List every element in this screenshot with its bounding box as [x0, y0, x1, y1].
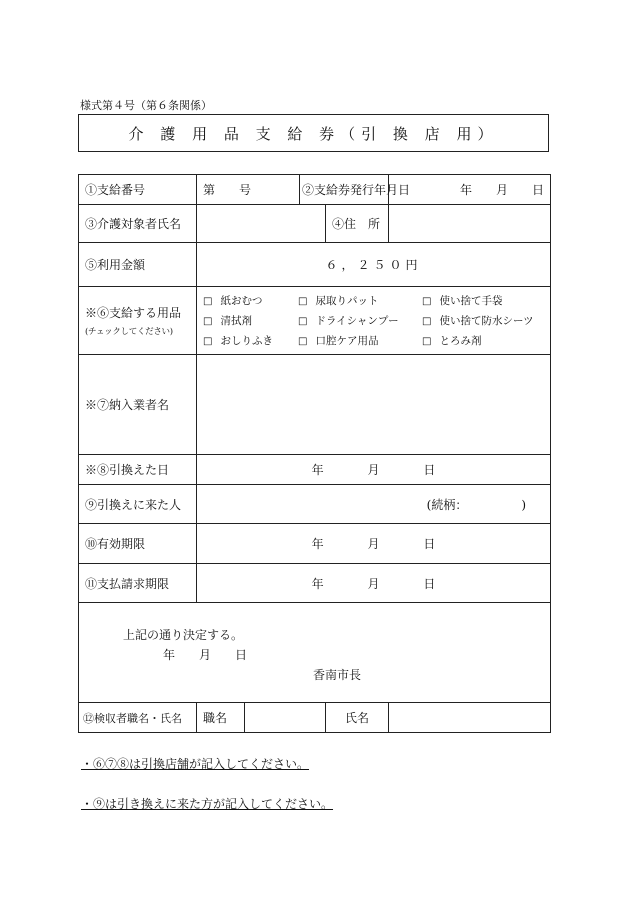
row-decision — [79, 603, 551, 703]
row-payment-deadline — [79, 564, 551, 603]
checkbox-icon[interactable]: □ — [203, 296, 213, 307]
row-exchange-date — [79, 455, 551, 485]
day-text: 日 — [423, 576, 436, 591]
item-checkbox-option[interactable] — [422, 333, 542, 348]
month-text: 月 — [367, 463, 380, 477]
item-label: 口腔ケア用品 — [315, 335, 379, 347]
items-label-cell — [79, 287, 197, 355]
form-title — [78, 114, 549, 152]
amount-label: ⑤利用金額 — [79, 243, 197, 287]
supply-number-field[interactable] — [197, 175, 300, 205]
item-label: おしりふき — [220, 335, 273, 347]
month-text: 月 — [367, 576, 380, 591]
checkbox-icon[interactable]: □ — [298, 336, 308, 347]
exchange-date-label: ※⑧引換えた日 — [79, 455, 197, 485]
items-sublabel: (チェックしてください) — [85, 327, 173, 337]
decision-statement: 上記の通り決定する。 — [123, 627, 244, 642]
address-label: ④住 所 — [326, 205, 389, 243]
checkbox-icon[interactable]: □ — [298, 296, 308, 307]
item-checkbox-option[interactable] — [422, 313, 542, 328]
item-checkbox-option[interactable] — [298, 313, 422, 328]
checkbox-icon[interactable]: □ — [203, 316, 213, 327]
supplier-field[interactable] — [197, 355, 551, 455]
issue-date-text: 年 月 日 — [460, 183, 545, 197]
item-label: とろみ剤 — [439, 335, 482, 347]
year-text: 年 — [311, 576, 324, 591]
inspector-title-label: 職名 — [197, 703, 245, 733]
item-checkbox-option[interactable] — [203, 293, 298, 308]
relation-text: (続柄： ) — [426, 497, 527, 512]
voucher-table — [78, 174, 551, 733]
item-checkbox-option[interactable] — [298, 333, 422, 348]
supply-number-text: 第 号 — [203, 183, 252, 197]
note-2-text: ・⑨は引き換えに来た方が記入してください。 — [81, 797, 334, 811]
inspector-label: ⑫検収者職名・氏名 — [79, 703, 197, 733]
items-grid — [203, 291, 544, 350]
note-1-text: ・⑥⑦⑧は引換店舗が記入してください。 — [81, 757, 310, 771]
item-label: 紙おむつ — [220, 295, 263, 307]
supply-number-label: ①支給番号 — [79, 175, 197, 205]
item-label: 使い捨て防水シーツ — [439, 315, 534, 327]
note-2 — [81, 795, 333, 812]
issue-date-label: ②支給券発行年月日 — [300, 175, 389, 205]
valid-period-field[interactable] — [197, 524, 551, 564]
row-items — [79, 287, 551, 355]
row-supplier — [79, 355, 551, 455]
decision-cell — [79, 603, 551, 703]
inspector-name-label: 氏名 — [326, 703, 389, 733]
valid-period-label: ⑩有効期限 — [79, 524, 197, 564]
item-checkbox-option[interactable] — [298, 293, 422, 308]
day-text: 日 — [423, 463, 436, 477]
row-exchanger — [79, 485, 551, 524]
form-number: 様式第４号（第６条関係） — [80, 99, 212, 112]
exchanger-label: ⑨引換えに来た人 — [79, 485, 197, 524]
row-valid-period — [79, 524, 551, 564]
mayor-title: 香南市長 — [313, 667, 362, 682]
item-checkbox-option[interactable] — [422, 293, 542, 308]
address-field[interactable] — [389, 205, 551, 243]
row-inspector — [79, 703, 551, 733]
payment-deadline-label: ⑪支払請求期限 — [79, 564, 197, 603]
amount-value: ６，２５０円 — [197, 243, 551, 287]
year-text: 年 — [311, 537, 324, 551]
checkbox-icon[interactable]: □ — [422, 316, 432, 327]
item-checkbox-option[interactable] — [203, 313, 298, 328]
day-text: 日 — [423, 537, 436, 551]
inspector-title-field[interactable] — [245, 703, 326, 733]
checkbox-icon[interactable]: □ — [422, 336, 432, 347]
payment-deadline-field[interactable] — [197, 564, 551, 603]
items-label: ※⑥支給する用品 — [85, 306, 182, 320]
item-label: 清拭剤 — [220, 315, 252, 327]
month-text: 月 — [367, 537, 380, 551]
item-label: 尿取りパット — [315, 295, 379, 307]
row-amount — [79, 243, 551, 287]
row-supply-number — [79, 175, 551, 205]
supplier-label: ※⑦納入業者名 — [79, 355, 197, 455]
form-title-text: 介 護 用 品 支 給 券（引 換 店 用） — [128, 124, 499, 143]
checkbox-icon[interactable]: □ — [422, 296, 432, 307]
checkbox-icon[interactable]: □ — [298, 316, 308, 327]
year-text: 年 — [311, 463, 324, 477]
note-1 — [81, 755, 309, 772]
exchanger-field[interactable] — [197, 485, 551, 524]
exchange-date-field[interactable] — [197, 455, 551, 485]
recipient-name-label: ③介護対象者氏名 — [79, 205, 197, 243]
issue-date-field[interactable] — [389, 175, 551, 205]
item-checkbox-option[interactable] — [203, 333, 298, 348]
item-label: ドライシャンプー — [315, 315, 399, 327]
inspector-name-field[interactable] — [389, 703, 551, 733]
decision-date: 年 月 日 — [163, 647, 248, 662]
recipient-name-field[interactable] — [197, 205, 326, 243]
item-label: 使い捨て手袋 — [439, 295, 503, 307]
checkbox-icon[interactable]: □ — [203, 336, 213, 347]
row-recipient — [79, 205, 551, 243]
items-cell — [197, 287, 551, 355]
